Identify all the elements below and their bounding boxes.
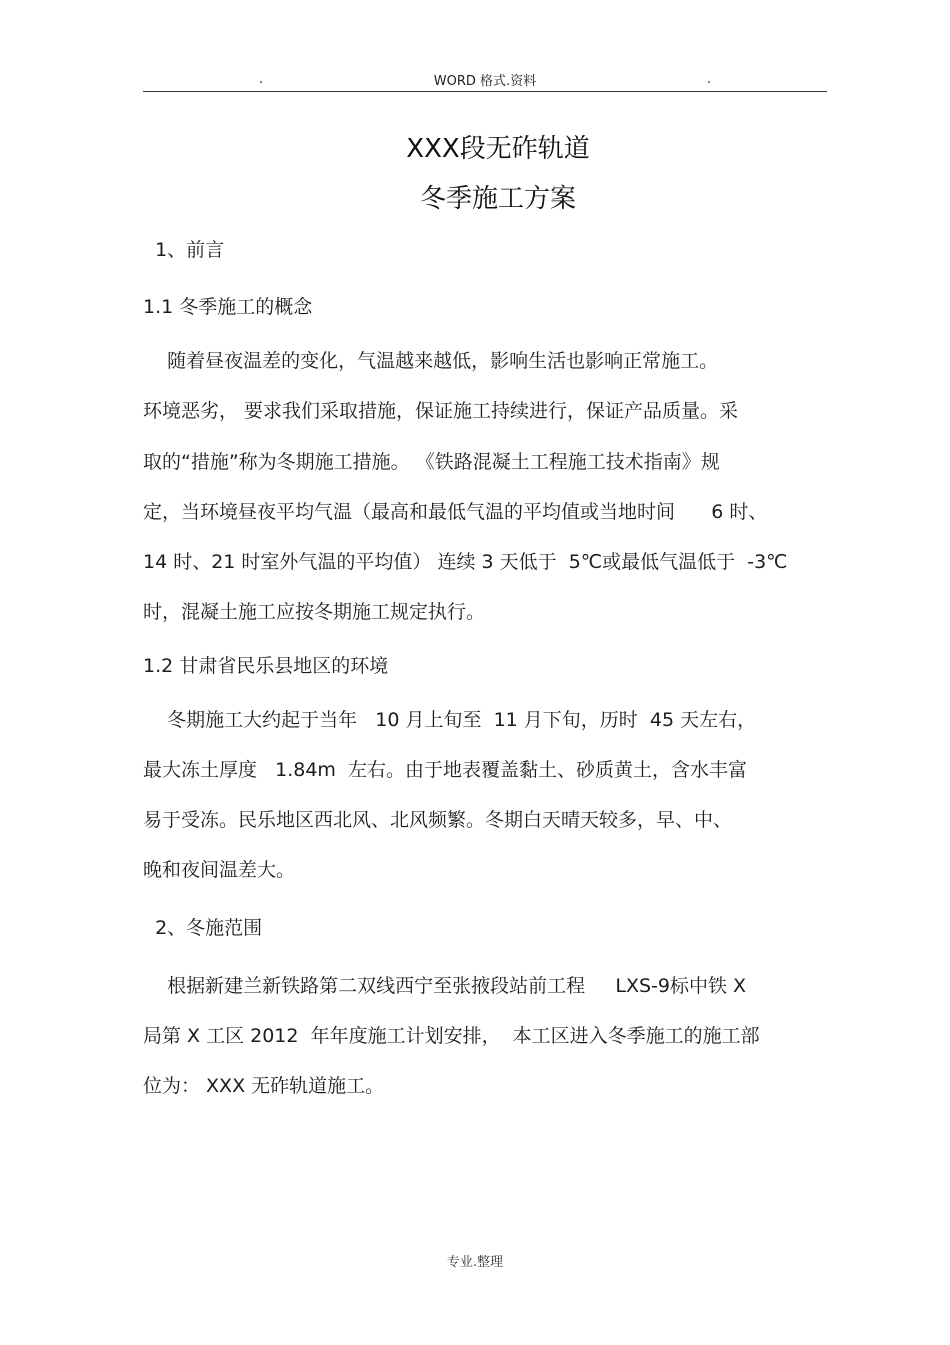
body-line: 冬期施工大约起于当年 10 月上旬至 11 月下旬，历时 45 天左右， [143,709,757,731]
body-line: 根据新建兰新铁路第二双线西宁至张掖段站前工程 LXS-9标中铁 X [143,975,747,997]
body-line: 定，当环境昼夜平均气温（最高和最低气温的平均值或当地时间 6 时、 [143,501,768,523]
body-line: 时，混凝土施工应按冬期施工规定执行。 [143,601,486,623]
subsection-heading-1-2: 1.2 甘肃省民乐县地区的环境 [143,655,389,677]
body-line: 14 时、21 时室外气温的平均值） 连续 3 天低于 5℃或最低气温低于 -3℃ [143,551,788,573]
body-line: 局第 X 工区 2012 年年度施工计划安排， 本工区进入冬季施工的施工部 [143,1025,760,1047]
body-line: 环境恶劣， 要求我们采取措施，保证施工持续进行，保证产品质量。采 [143,400,739,422]
header-right-mark: . [706,72,711,87]
subsection-heading-1-1: 1.1 冬季施工的概念 [143,296,313,318]
page-footer: 专业.整理 [446,1255,504,1270]
section-heading-1: 1、前言 [143,239,225,261]
body-line: 易于受冻。民乐地区西北风、北风频繁。冬期白天晴天较多，早、中、 [143,809,733,831]
body-line: 晚和夜间温差大。 [143,859,296,881]
body-line: 最大冻土厚度 1.84m 左右。由于地表覆盖黏土、砂质黄土，含水丰富 [143,759,748,781]
section-heading-2: 2、冬施范围 [143,917,263,939]
header-center-text: WORD 格式.资料 [433,74,537,89]
body-line: 随着昼夜温差的变化，气温越来越低，影响生活也影响正常施工。 [143,350,719,372]
body-line: 取的“措施”称为冬期施工措施。 《铁路混凝土工程施工技术指南》规 [143,451,720,473]
document-title-line-2: 冬季施工方案 [419,184,576,214]
page-header [143,68,827,92]
document-title-line-1: XXX段无砟轨道 [406,134,590,164]
body-line: 位为： XXX 无砟轨道施工。 [143,1075,385,1097]
header-left-mark: . [259,72,264,87]
header-divider [143,91,827,92]
